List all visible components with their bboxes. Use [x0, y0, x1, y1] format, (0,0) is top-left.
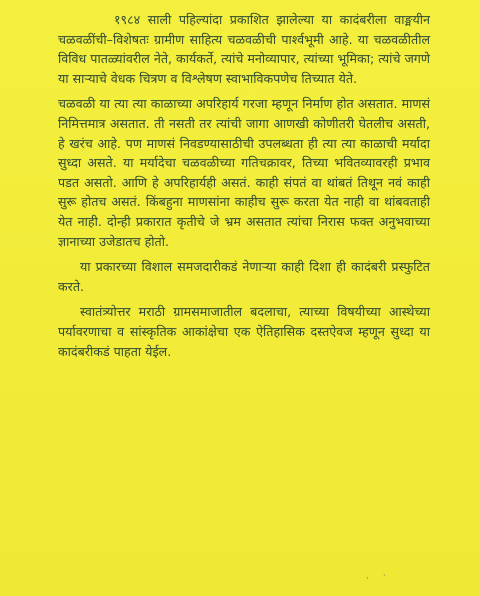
paragraph-1: १९८४ साली पहिल्यांदा प्रकाशित झालेल्या या कादंबरीला वाङ्मयीन चळवळींची–विशेषतः ग्रामीण साहित्य चळवळीची पार्श्वभूमी आहे. या चळवळीतील विविध पातळ्यांवरील नेते, कार्यकर्ते, त्यांचे मनोव्यापार, त्यांच्या भूमिका; त्यांचे जगणे या साऱ्याचे वेधक चित्रण व विश्लेषण स्वाभाविकपणेच तिच्यात येते. — [58, 12, 430, 86]
paragraph-2: चळवळी या त्या त्या काळाच्या अपरिहार्य गरजा म्हणून निर्माण होत असतात. माणसं निमित्तमात्र असतात. ती नसती तर त्यांची जागा आणखी कोणीतरी घेतलीच असती, हे खरंच आहे. पण माणसं निवडण्यासाठीची उपलब्धता ही त्या त्या काळाची मर्यादा सुध्दा असते. या मर्यादेचा चळवळीच्या गतिचक्रावर, तिच्या भवितव्यावरही प्रभाव पडत असतो. आणि हे अपरिहार्यही असतं. काही संपतं वा थांबतं तिथून नवं काही सुरू होतच असतं. किंबहुना माणसांना काहीच सुरू करता येत नाही वा थांबवताही येत नाही. दोन्ही प्रकारात कृतीचे जे भ्रम असतात त्यांचा निरास फक्त अनुभवाच्या ज्ञानाच्या उजेडातच होतो. — [58, 96, 430, 249]
paragraph-3: या प्रकारच्या विशाल समजदारीकडं नेणाऱ्या काही दिशा ही कादंबरी प्रस्फुटित करते. — [58, 259, 430, 294]
speck-mark: · — [383, 571, 386, 580]
paragraph-4: स्वातंत्र्योत्तर मराठी ग्रामसमाजातील बदलाचा, त्याच्या विषयीच्या आस्थेच्या पर्यावरणाचा व सांस्कृतिक आकांक्षेचा एक ऐतिहासिक दस्तऐवज म्हणून सुध्दा या कादंबरीकडं पाहता येईल. — [58, 304, 430, 359]
speck-mark: · — [366, 574, 369, 583]
